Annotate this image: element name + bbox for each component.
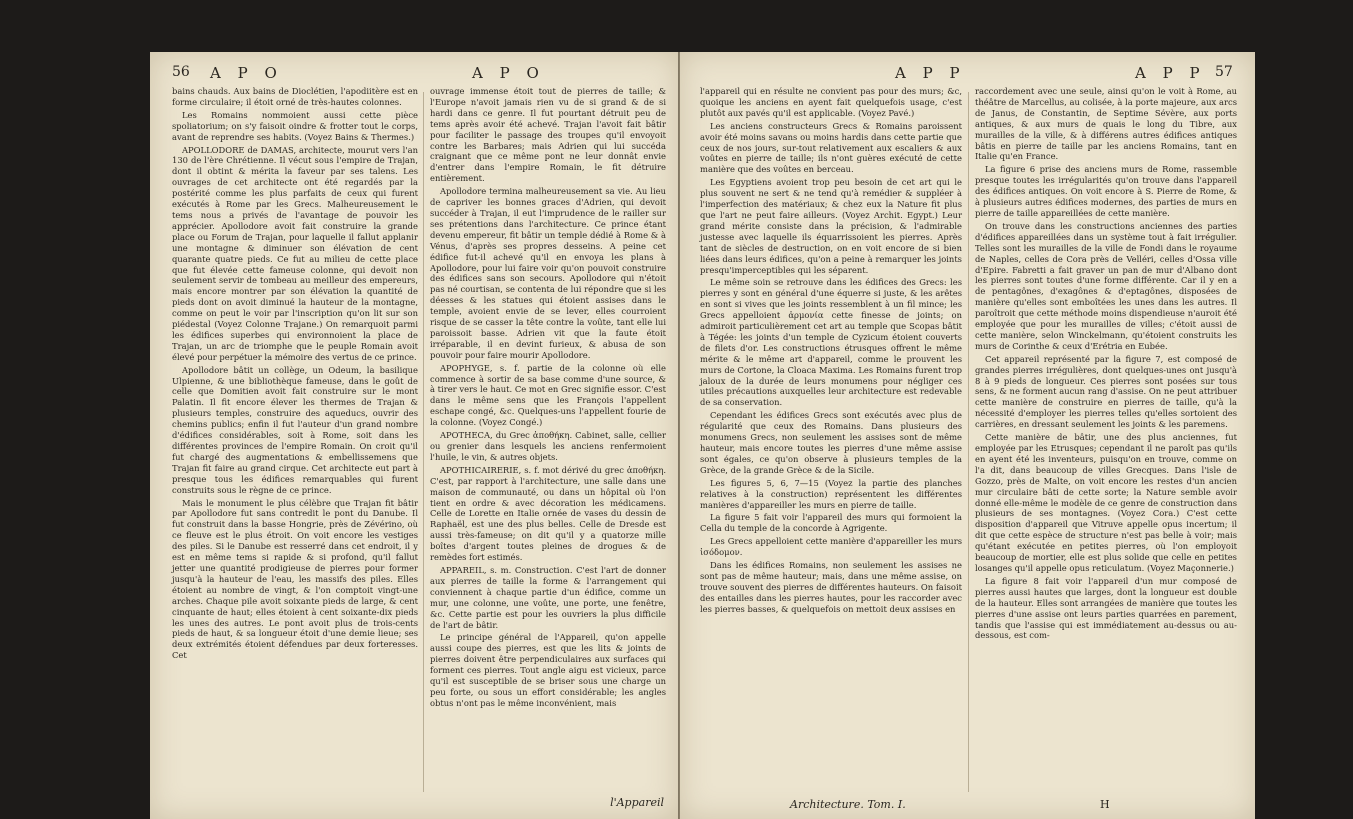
paragraph: Les Grecs appelloient cette manière d'appareiller les murs ἰσόδομον. (700, 536, 962, 558)
right-running-head-center: A P P (895, 64, 966, 82)
paragraph: Cependant les édifices Grecs sont exécutés avec plus de régularité que ceux des Romains. Dans plusieurs des monumens Grecs, non seulement les assises sont de même hauteur, mais encore toutes les pierres d'une même assise sont égales, ce qu'on observe à plusieurs temples de la Grèce, de la grande Grèce & de la Sicile. (700, 410, 962, 475)
right-column-2 (975, 86, 1237, 643)
left-column-2 (430, 86, 666, 711)
paragraph: l'appareil qui en résulte ne convient pas pour des murs; &c, quoique les anciens en ayent fait quelquefois usage, c'est plutôt aux pavés qu'il est applicable. (Voyez Pavé.) (700, 86, 962, 118)
left-page-header (150, 62, 678, 86)
paragraph: Les Romains nommoient aussi cette pièce spoliatorium; on s'y faisoit oindre & frotter tout le corps, avant de reprendre ses habits. (Voyez Bains & Thermes.) (172, 109, 418, 142)
paragraph: Les figures 5, 6, 7—15 (Voyez la partie des planches relatives à la construction) représentent les différentes manières d'appareiller les murs en pierre de taille. (700, 477, 962, 510)
left-page-number: 56 (172, 64, 190, 80)
paragraph: APOTHICAIRERIE, s. f. mot dérivé du grec ἀποθήκη. C'est, par rapport à l'architecture, une salle dans une maison de communauté, ou dans un hôpital où l'on tient en ordre & avec décoration les médicamens. Celle de Lorette en Italie ornée de vases du dessin de Raphaël, est une des plus belles. Celle de Dresde est aussi très-fameuse; on dit qu'il y a quatorze mille boîtes d'argent toutes pleines de drogues & de remèdes fort estimés. (430, 464, 666, 563)
left-running-head-center: A P O (472, 64, 545, 82)
paragraph: Les anciens constructeurs Grecs & Romains paroissent avoir été moins savans ou moins hardis dans cette partie que ceux de nos jours, sur-tout relativement aux escaliers & aux voûtes en pierre de taille; ils n'ont guères exécuté de cette manière que des voûtes en berceau. (700, 120, 962, 175)
paragraph: On trouve dans les constructions anciennes des parties d'édifices appareillées dans un système tout à fait irrégulier. Telles sont les murailles de la ville de Fondi dans le royaume de Naples, celles de Cora près de Velléri, celles d'Ossa ville d'Epire. Fabretti a fait graver un pan de mur d'Albano dont les pierres sont toutes d'une forme différente. Car il y en a de pentagônes, d'exagônes & d'eptagônes, disposées de manière qu'elles sont emboîtées les unes dans les autres. Il paroîtroit que cette méthode moins dispendieuse n'auroit été employée que pour les murailles de villes; c'étoit aussi de cette manière, selon Winckelmann, qu'étoient construits les murs de Corinthe & ceux d'Erétria en Eubée. (975, 220, 1237, 351)
left-page (150, 52, 678, 819)
right-page-header (680, 62, 1255, 86)
right-running-head-outer: A P P (1135, 64, 1206, 82)
left-running-head-outer: A P O (210, 64, 283, 82)
catchword: l'Appareil (610, 796, 664, 809)
paragraph: Cette manière de bâtir, une des plus anciennes, fut employée par les Etrusques; cependant il ne paroît pas qu'ils en ayent été les inventeurs, puisqu'on en trouve, comme on l'a dit, dans beaucoup de villes Grecques. Dans l'isle de Gozzo, près de Malte, on voit encore les restes d'un ancien mur circulaire bâti de cette sorte; la Nature semble avoir donné elle-même le modèle de ce genre de construction dans plusieurs de ses montagnes. (Voyez Cora.) C'est cette disposition d'appareil que Vitruve appelle opus incertum; il dit que cette espèce de structure n'est pas belle à voir; mais qu'étant exécutée en petites pierres, où l'on employoit beaucoup de mortier, elle est plus solide que celle en petites losanges qu'il appelle opus reticulatum. (Voyez Maçonnerie.) (975, 432, 1237, 573)
gathering-mark: H (1100, 798, 1110, 811)
paragraph: bains chauds. Aux bains de Dioclétien, l'apodiitère est en forme circulaire; il étoit orné de très-hautes colonnes. (172, 86, 418, 107)
paragraph: ouvrage immense étoit tout de pierres de taille; & l'Europe n'avoit jamais rien vu de si grand & de si hardi dans ce genre. Il fut pourtant détruit peu de tems après avoir été achevé. Trajan l'avoit fait bâtir pour faciliter le passage des troupes qu'il envoyoit contre les Barbares; mais Adrien qui lui succéda craignant que ce même pont ne leur donnât envie d'entrer dans l'empire Romain, le fit détruire entièrement. (430, 86, 666, 184)
right-page (680, 52, 1255, 819)
left-column-1 (172, 86, 418, 663)
paragraph: Mais le monument le plus célèbre que Trajan fit bâtir par Apollodore fut sans contredit le pont du Danube. Il fut construit dans la basse Hongrie, près de Zévérino, où ce fleuve est le plus étroit. On voit encore les vestiges des piles. Si le Danube est resserré dans cet endroit, il y est en même tems si rapide & si profond, qu'il fallut jetter une quantité prodigieuse de pierres pour former jusqu'à la hauteur de l'eau, les massifs des piles. Elles étoient au nombre de vingt, & l'on comptoit vingt-une arches. Chaque pile avoit soixante pieds de large, & cent cinquante de haut; elles étoient à cent soixante-dix pieds les unes des autres. Le pont avoit plus de trois-cents pieds de haut, & sa longueur étoit d'une demie lieue; ses deux extrémités étoient défendues par deux forteresses. Cet (172, 497, 418, 661)
paragraph: APPAREIL, s. m. Construction. C'est l'art de donner aux pierres de taille la forme & l'arrangement qui conviennent à chaque partie d'un édifice, comme un mur, une colonne, une voûte, une porte, une fenêtre, &c. Cette partie est pour les ouvriers la plus difficile de l'art de bâtir. (430, 564, 666, 630)
paragraph: Apollodore bâtit un collège, un Odeum, la basilique Ulpienne, & une bibliothèque fameuse, dans le goût de celle que Domitien avoit fait construire sur le mont Palatin. Il fit encore élever les thermes de Trajan & plusieurs temples, construire des aqueducs, ouvrir des chemins publics; enfin il fut l'auteur d'un grand nombre d'édifices considérables, soit à Rome, soit dans les différentes provinces de l'empire Romain. On croit qu'il fut chargé des augmentations & embellissemens que Trajan fit faire au grand cirque. Cet architecte eut part à presque tous les édifices remarquables qui furent construits sous le règne de ce prince. (172, 364, 418, 495)
paragraph: Apollodore termina malheureusement sa vie. Au lieu de capriver les bonnes graces d'Adrien, qui devoit succéder à Trajan, il eut l'imprudence de le railler sur ses prétentions dans l'architecture. Ce prince étant devenu empereur, fit bâtir un temple dédié à Rome & à Vénus, d'après ses propres desseins. A peine cet édifice fut-il achevé qu'il en envoya les plans à Apollodore, pour lui faire voir qu'on pouvoit construire des édifices sans son secours. Apollodore qui n'étoit pas né courtisan, se contenta de lui répondre que si les déesses & les statues qui étoient assises dans le temple, avoient envie de se lever, elles courroient risque de se casser la tête contre la voûte, tant elle lui paroissoit basse. Adrien vit que la faute étoit irréparable, il en devint furieux, & abusa de son pouvoir pour faire mourir Apollodore. (430, 186, 666, 360)
paragraph: La figure 5 fait voir l'appareil des murs qui formoient la Cella du temple de la concorde à Agrigente. (700, 512, 962, 534)
paragraph: Dans les édifices Romains, non seulement les assises ne sont pas de même hauteur; mais, dans une même assise, on trouve souvent des pierres de différentes hauteurs. On faisoit des entailles dans les pierres hautes, pour les raccorder avec les pierres basses, & quelquefois on mettoit deux assises en (700, 560, 962, 614)
paragraph: raccordement avec une seule, ainsi qu'on le voit à Rome, au théâtre de Marcellus, au colisée, à la porte majeure, aux arcs de Janus, de Constantin, de Septime Sévère, aux ports antiques, & aux murs de quais le long du Tibre, aux murailles de la ville, & à différens autres édifices antiques bâtis en pierre de taille par les anciens Romains, tant en Italie qu'en France. (975, 86, 1237, 162)
right-page-number: 57 (1215, 64, 1233, 80)
paragraph: Le principe général de l'Appareil, qu'on appelle aussi coupe des pierres, est que les lits & joints de pierres doivent être perpendiculaires aux surfaces qui forment ces pierres. Tout angle aigu est vicieux, parce qu'il est susceptible de se briser sous une charge un peu forte, ou sous un effort considérable; les angles obtus n'ont pas le même inconvénient, mais (430, 632, 666, 708)
paragraph: Cet appareil représenté par la figure 7, est composé de grandes pierres irrégulières, dont quelques-unes ont jusqu'à 8 à 9 pieds de longueur. Ces pierres sont posées sur tous sens, & ne forment aucun rang d'assise. On ne peut attribuer cette manière de construire en pierres de taille, qu'à la nécessité d'employer les pierres telles qu'elles sortoient des carrières, en dressant seulement les joints & les paremens. (975, 353, 1237, 430)
paragraph: APOLLODORE de DAMAS, architecte, mourut vers l'an 130 de l'ère Chrétienne. Il vécut sous l'empire de Trajan, dont il obtint & mérita la faveur par ses talens. Les ouvrages de cet architecte ont été regardés par la postérité comme les plus parfaits de ceux qui furent exécutés à Rome par les Grecs. Malheureusement le tems nous a privés de l'avantage de pouvoir les apprécier. Apollodore avoit fait construire la grande place ou Forum de Trajan, pour laquelle il fallut applanir une montagne & diminuer son élévation de cent quarante quatre pieds. Ce fut au milieu de cette place que fut élevée cette fameuse colonne, qui devoit non seulement servir de tombeau au meilleur des empereurs, mais encore montrer par son élévation la quantité de pieds dont on avoit diminué la hauteur de la montagne, comme on peut le voir par l'inscription qu'on lit sur son piédestal (Voyez Colonne Trajane.) On remarquoit parmi les édifices superbes qui environnoient la place de Trajan, un arc de triomphe que le peuple Romain avoit élevé pour perpétuer la mémoire des vertus de ce prince. (172, 144, 418, 362)
paragraph: La figure 6 prise des anciens murs de Rome, rassemble presque toutes les irrégularités qu'on trouve dans l'appareil des édifices antiques. On voit encore à S. Pierre de Rome, & à plusieurs autres édifices modernes, des parties de murs en pierre de taille appareillées de cette manière. (975, 164, 1237, 218)
paragraph: La figure 8 fait voir l'appareil d'un mur composé de pierres aussi hautes que larges, dont la longueur est double de la hauteur. Elles sont arrangées de manière que toutes les pierres d'une assise ont leurs parties quarrées en parement, tandis que l'assise qui est immédiatement au-dessus ou au-dessous, est com- (975, 575, 1237, 641)
paragraph: Le même soin se retrouve dans les édifices des Grecs: les pierres y sont en général d'une équerre si juste, & les arêtes en sont si vives que les joints ressemblent à un fil mince; les Grecs appelloient ἁρμονία cette finesse de joints; on admiroit particulièrement cet art au temple que Scopas bâtit à Tégée: les joints d'un temple de Cyzicum étoient couverts de filets d'or. Les constructions étrusques offrent le même mérite & le même art d'appareil, comme le prouvent les murs de Cortone, la Cloaca Maxima. Les Romains furent trop jaloux de la durée de leurs monumens pour négliger ces utiles précautions auxquelles leur architecture est redevable de sa conservation. (700, 277, 962, 408)
paragraph: Les Egyptiens avoient trop peu besoin de cet art qui le plus souvent ne sert & ne tend qu'à remédier & suppléer à l'imperfection des matériaux; & chez eux la Nature fit plus que l'art ne peut faire ailleurs. (Voyez Archit. Egypt.) Leur grand mérite consiste dans la précision, & l'admirable justesse avec laquelle ils équarrissoient les pierres. Après tant de siècles de destruction, on en voit encore de si bien liées dans leurs édifices, qu'on a peine à remarquer les joints presqu'imperceptibles qui les séparent. (700, 177, 962, 275)
column-rule (423, 92, 424, 792)
paragraph: APOTHECA, du Grec ἀποθήκη. Cabinet, salle, cellier ou grenier dans lesquels les anciens renfermoient l'huile, le vin, & autres objets. (430, 430, 666, 462)
right-column-1 (700, 86, 962, 617)
signature-line: Architecture. Tom. I. (790, 798, 906, 811)
column-rule (968, 92, 969, 792)
paragraph: APOPHYGE, s. f. partie de la colonne où elle commence à sortir de sa base comme d'une source, & à tirer vers le haut. Ce mot en Grec signifie essor. C'est dans le même sens que les François l'appellent eschape congé, &c. Quelques-uns l'appellent fourie de la colonne. (Voyez Congé.) (430, 362, 666, 428)
